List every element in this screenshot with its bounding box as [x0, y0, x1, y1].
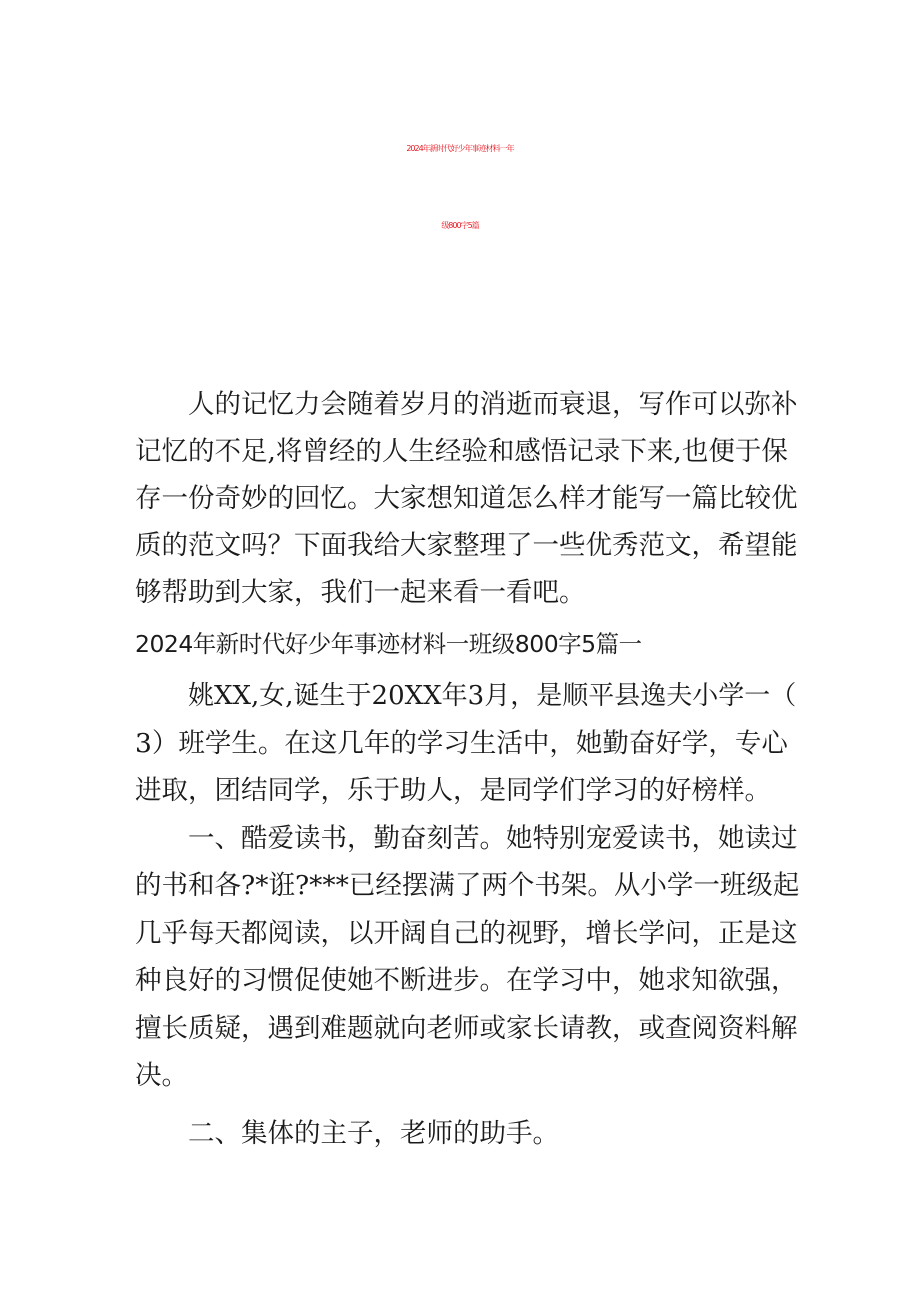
- intro-line-2: 记忆的不足,将曾经的人生经验和感悟记录下来,也便于保: [135, 436, 788, 467]
- intro-line-5: 够帮助到大家，我们一起来看一看吧。: [135, 577, 586, 608]
- document-title-line-1: 2024年新时代好少年事迹材料一年: [406, 144, 514, 153]
- para2-line-3: 几乎每天都阅读，以开阔自己的视野，增长学问，正是这: [135, 918, 798, 949]
- para1-line-3: 进取，团结同学，乐于助人，是同学们学习的好榜样。: [135, 775, 771, 806]
- para1-line-2: 3）班学生。在这几年的学习生活中，她勤奋好学，专心: [135, 728, 788, 759]
- document-title-line-2: 级800字5篇: [441, 221, 479, 230]
- para2-line-2: 的书和各?*诳?***已经摆满了两个书架。从小学一班级起: [135, 870, 800, 901]
- para1-line-1: 姚XX,女,诞生于20XX年3月，是顺平县逸夫小学一（: [188, 681, 797, 711]
- intro-line-1: 人的记忆力会随着岁月的消逝而衰退，写作可以弥补: [188, 389, 798, 420]
- para2-line-4: 种良好的习惯促使她不断进步。在学习中，她求知欲强，: [135, 965, 798, 996]
- intro-line-4: 质的范文吗？下面我给大家整理了一些优秀范文，希望能: [135, 530, 798, 561]
- intro-line-3: 存一份奇妙的回忆。大家想知道怎么样才能写一篇比较优: [135, 483, 798, 514]
- para2-line-5: 擅长质疑，遇到难题就向老师或家长请教，或查阅资料解: [135, 1013, 798, 1044]
- para2-line-6: 决。: [135, 1060, 188, 1091]
- section-heading: 2024年新时代好少年事迹材料一班级800字5篇一: [135, 630, 642, 658]
- para2-line-1: 一、酷爱读书，勤奋刻苦。她特别宠爱读书，她读过: [188, 823, 798, 854]
- para3-line-1: 二、集体的主子，老师的助手。: [188, 1118, 559, 1149]
